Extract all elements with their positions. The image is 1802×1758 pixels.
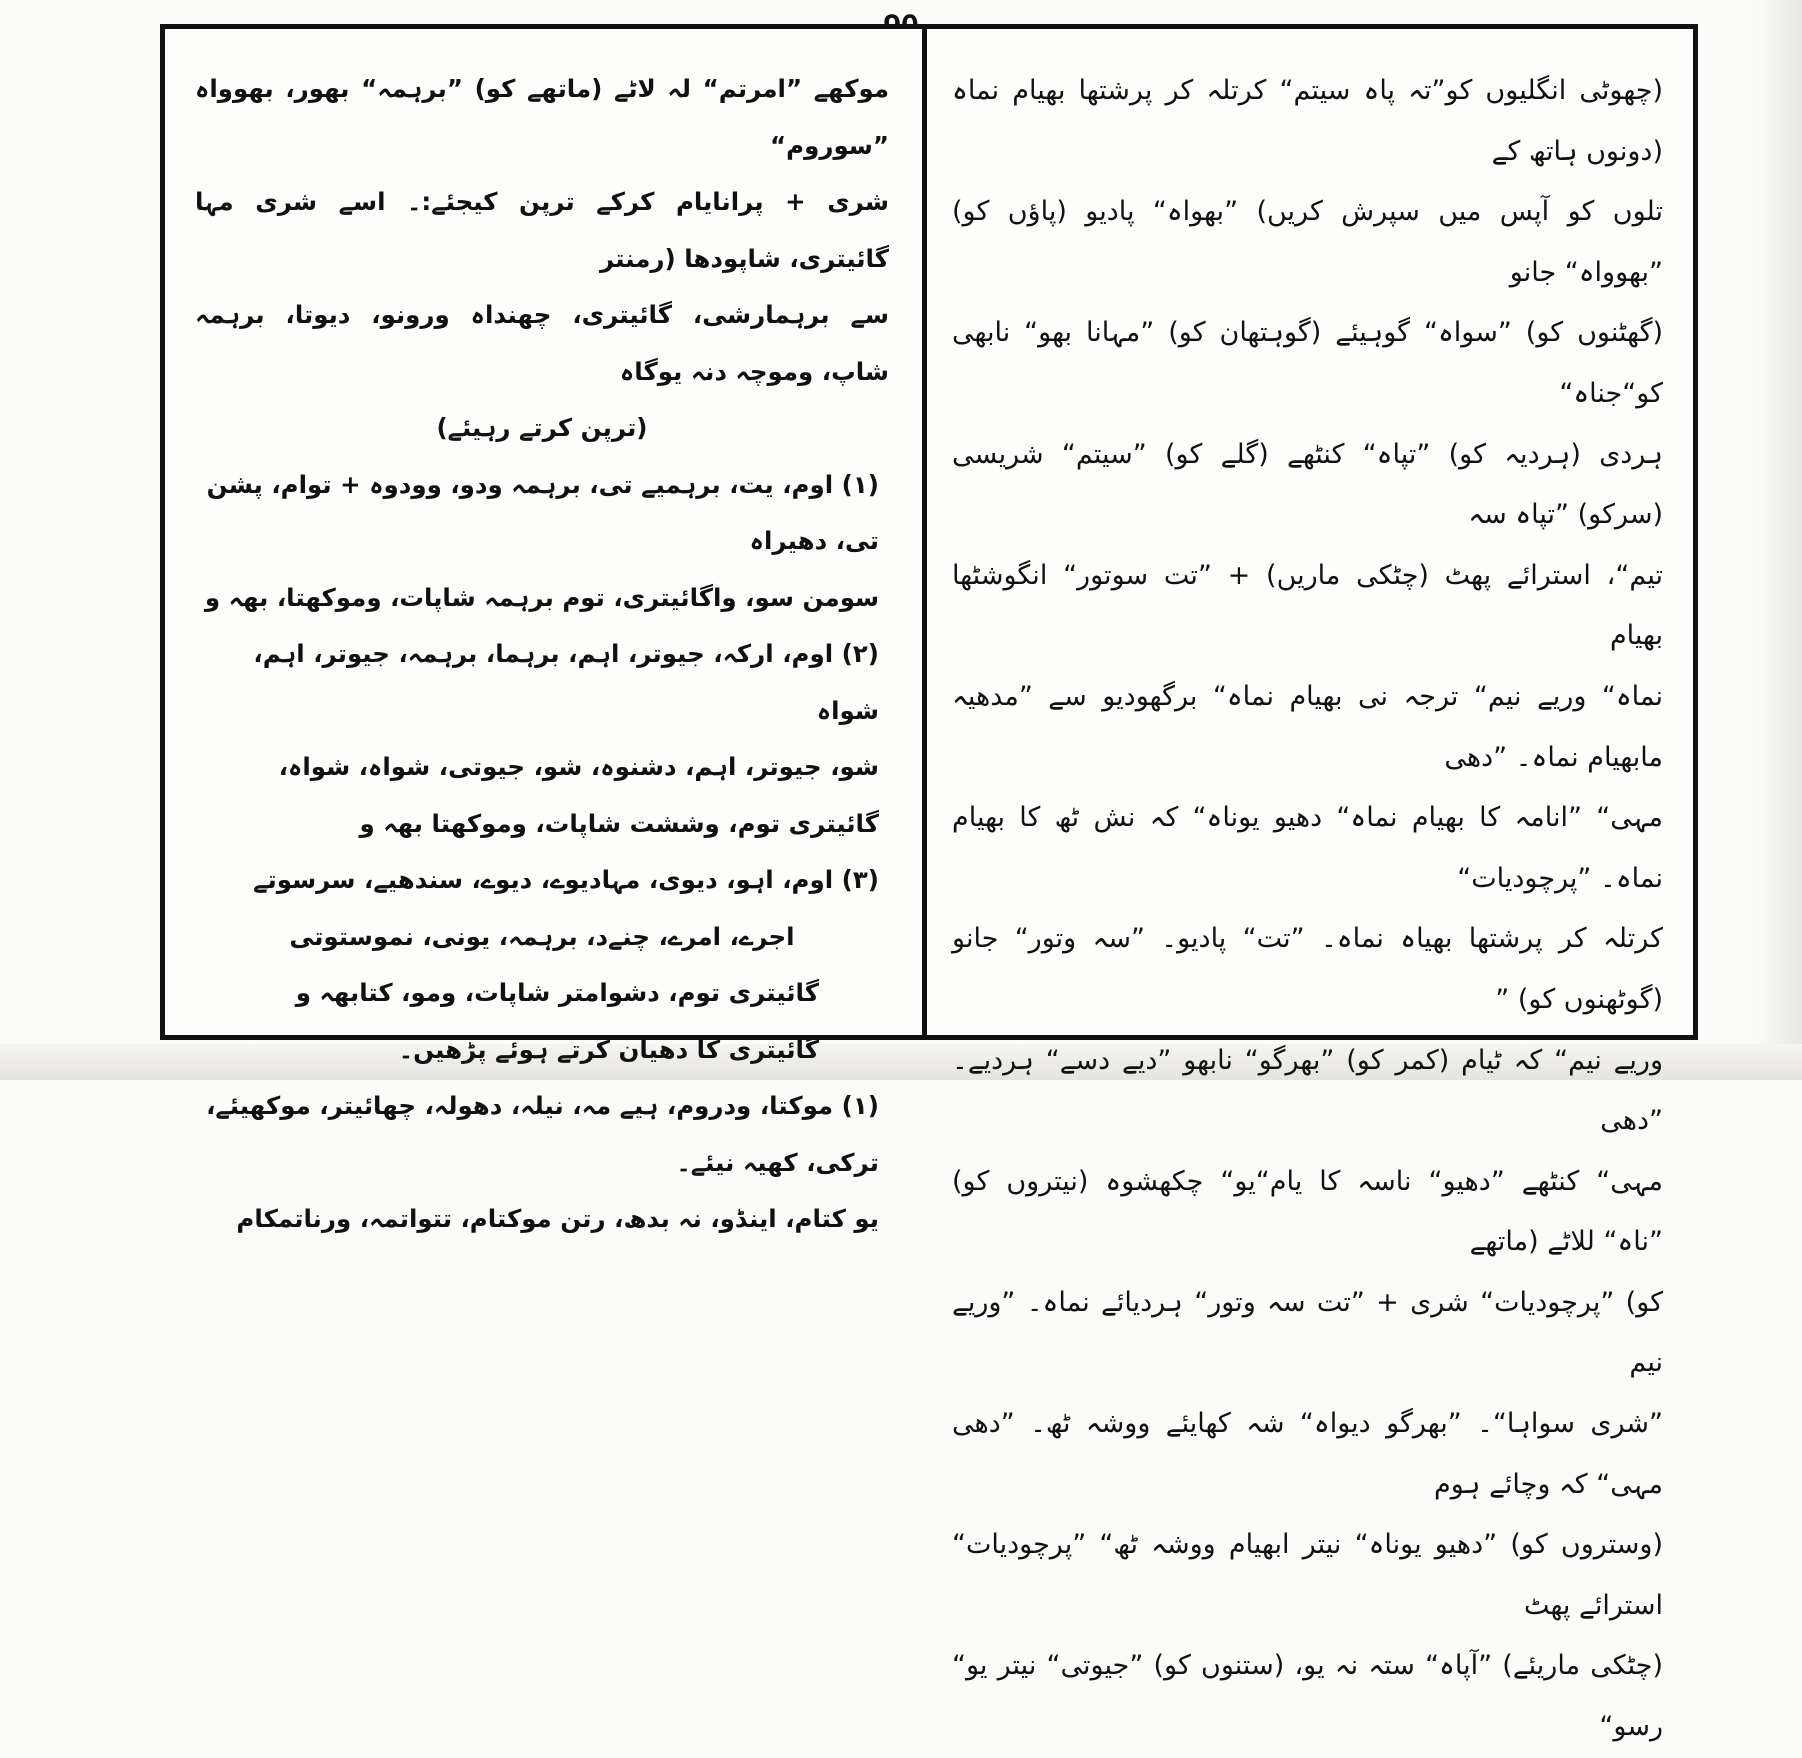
- text-line: (چٹکی ماریئے) ”آپاہ“ ستہ نہ یو، (ستنوں کو) ”جیوتی“ نیتر یو“ رسو“: [952, 1650, 1663, 1743]
- text-line: ”شری سواہا“۔ ”بھرگو دیواہ“ شہ کھایئے ووشہ ٹھ۔ ”دھی مہی“ کہ وچائے ہوم: [952, 1408, 1663, 1500]
- right-column: [952, 61, 1663, 1743]
- text-line: (ترپن کرتے رہیئے): [436, 413, 648, 442]
- text-line: گائیتری کا دھیان کرتے ہوئے پڑھیں۔: [398, 1034, 819, 1064]
- mantra-line: (۲) اوم، ارکہ، جیوتر، اہم، برہما، برہمہ، جیوتر، اہم، شواہ: [253, 639, 879, 725]
- text-line: نماہ“ وریے نیم“ ترجہ نی بھیام نماہ“ برگھودیو سے ”مدھیہ مابھیام نماہ۔ ”دھی: [952, 680, 1663, 773]
- text-line: وریے نیم“ کہ ٹیام (کمر کو) ”بھرگو“ نابھو ”دیے دسے“ ہردیے۔ ”دھی: [952, 1044, 1663, 1137]
- text-line: مہی“ کنٹھے ”دھیو“ ناسہ کا یام“یو“ چکھشوہ (نیتروں کو) ”ناہ“ للاٹے (ماتھے: [952, 1165, 1663, 1258]
- mantra-line: سومن سو، واگائیتری، توم برہمہ شاپات، وموکھتا، بھہ و: [204, 582, 880, 612]
- text-line: موکھے ”امرتم“ لہ لاٹے (ماتھے کو) ”برہمہ“ بھور، بھوواہ ”سوروم“: [195, 74, 889, 160]
- mantra-line: اجرے، امرے، چنےد، برہمہ، یونی، نموستوتی: [289, 921, 795, 951]
- page-edge-shadow: [1756, 0, 1802, 1080]
- column-divider: [922, 29, 927, 1035]
- text-line: (چھوٹی انگلیوں کو”تہ پاہ سیتم“ کرتلہ کر پرشتھا بھیام نماہ (دونوں ہاتھ کے: [952, 75, 1663, 167]
- text-line: ہردی (ہردیہ کو) ”تپاہ“ کنٹھے (گلے کو) ”سیتم“ شریسی (سرکو) ”تپاہ سہ: [952, 438, 1663, 531]
- text-line: کرتلہ کر پرشتھا بھیاہ نماہ۔ ”تت“ پادیو۔ ”سہ وتور“ جانو (گوٹھنوں کو) ”: [952, 923, 1663, 1015]
- page-frame: [160, 24, 1698, 1743]
- text-line: (گھٹنوں کو) ”سواہ“ گوہیئے (گوہتھان کو) ”مہانا بھو“ نابھی کو“جناہ“: [952, 317, 1663, 409]
- text-line: سے برہمارشی، گائیتری، چھنداہ ورونو، دیوتا، برہمہ شاپ، وموچہ دنہ یوگاہ: [195, 300, 889, 386]
- text-line: کو) ”پرچودیات“ شری + ”تت سہ وتور“ ہردیائے نماہ۔ ”وریے نیم: [952, 1286, 1663, 1379]
- text-line: مہی“ ”انامہ کا بھیام نماہ“ دھیو یوناہ“ کہ نش ٹھ کا بھیام نماہ۔ ”پرچودیات“: [952, 802, 1663, 894]
- mantra-line: شو، جیوتر، اہم، دشنوہ، شو، جیوتی، شواہ، شواہ، گائیتری توم، وششت شاپات، وموکھتا بھہ و: [278, 752, 879, 838]
- text-line: شری + پرانایام کرکے ترپن کیجئے:۔ اسے شری مہا گائیتری، شاپودھا (رمنتر: [195, 187, 889, 273]
- mantra-line: (۱) اوم، یت، برہمیے تی، برہمہ ودو، وودوہ + توام، پشن تی، دھیراہ: [206, 469, 879, 555]
- text-line: (وستروں کو) ”دھیو یوناہ“ نیتر ابھیام ووشہ ٹھ“ ”پرچودیات“ استرائے پھٹ: [952, 1529, 1663, 1621]
- mantra-line: گائیتری توم، دشوامتر شاپات، ومو، کتابھہ و: [295, 978, 819, 1007]
- mantra-line: (۳) اوم، اہو، دیوی، مہادیوے، دیوے، سندھیے، سرسوتے: [253, 865, 879, 894]
- left-column: [195, 61, 889, 1233]
- text-line: تیم“، استرائے پھٹ (چٹکی ماریں) + ”تت سوتور“ انگوشٹھا بھیام: [952, 559, 1663, 652]
- mantra-line: یو کتام، اینڈو، نہ بدھ، رتن موکتام، تتواتمہ، ورناتمکام: [236, 1204, 879, 1233]
- mantra-line: (۱) موکتا، ودروم، ہیے مہ، نیلہ، دھولہ، چھائیتر، موکھیئے، ترکی، کھیہ نیئے۔: [206, 1091, 879, 1177]
- text-line: تلوں کو آپس میں سپرش کریں) ”بھواہ“ پادیو (پاؤں کو) ”بھوواہ“ جانو: [952, 196, 1663, 288]
